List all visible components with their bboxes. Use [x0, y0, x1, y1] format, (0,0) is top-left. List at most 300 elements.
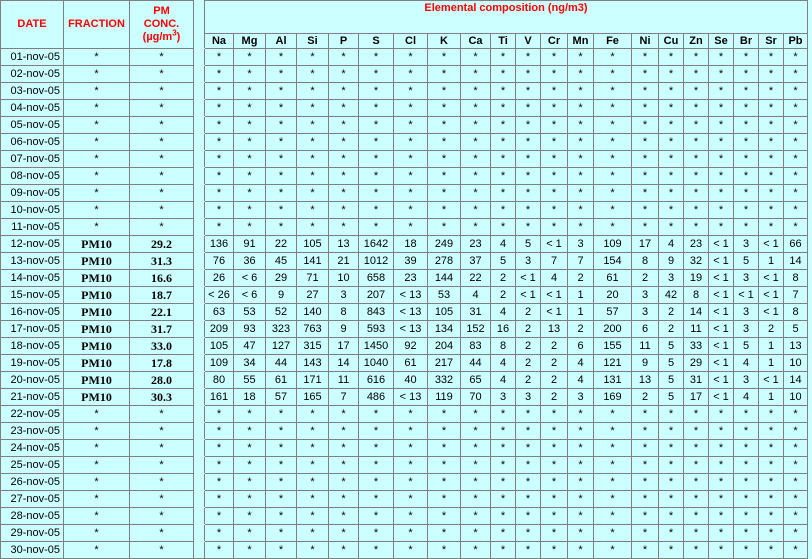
- element-value-cell[interactable]: < 1: [541, 304, 568, 321]
- element-value-cell[interactable]: *: [709, 457, 734, 474]
- pm-concentration-cell[interactable]: *: [130, 134, 194, 151]
- element-value-cell[interactable]: *: [734, 474, 759, 491]
- element-value-cell[interactable]: *: [359, 151, 394, 168]
- element-value-cell[interactable]: *: [329, 49, 359, 66]
- element-value-cell[interactable]: *: [759, 83, 784, 100]
- element-value-cell[interactable]: < 1: [516, 287, 541, 304]
- element-value-cell[interactable]: *: [784, 185, 808, 202]
- element-value-cell[interactable]: *: [266, 134, 297, 151]
- element-value-cell[interactable]: *: [394, 202, 428, 219]
- element-value-cell[interactable]: *: [266, 219, 297, 236]
- element-value-cell[interactable]: 66: [784, 236, 808, 253]
- element-value-cell[interactable]: *: [359, 219, 394, 236]
- element-value-cell[interactable]: 21: [329, 253, 359, 270]
- element-value-cell[interactable]: 13: [784, 338, 808, 355]
- element-value-cell[interactable]: *: [516, 185, 541, 202]
- element-value-cell[interactable]: *: [234, 219, 266, 236]
- element-value-cell[interactable]: *: [784, 491, 808, 508]
- element-value-cell[interactable]: *: [632, 83, 659, 100]
- element-value-cell[interactable]: *: [759, 525, 784, 542]
- element-value-cell[interactable]: *: [234, 508, 266, 525]
- element-value-cell[interactable]: *: [709, 219, 734, 236]
- element-value-cell[interactable]: *: [784, 66, 808, 83]
- pm-concentration-cell[interactable]: *: [130, 440, 194, 457]
- element-value-cell[interactable]: *: [734, 151, 759, 168]
- element-value-cell[interactable]: 2: [491, 270, 516, 287]
- element-value-cell[interactable]: *: [734, 491, 759, 508]
- element-value-cell[interactable]: *: [491, 542, 516, 559]
- element-value-cell[interactable]: *: [266, 185, 297, 202]
- element-value-cell[interactable]: *: [594, 185, 632, 202]
- element-value-cell[interactable]: < 1: [709, 270, 734, 287]
- element-value-cell[interactable]: 17: [632, 236, 659, 253]
- element-value-cell[interactable]: 136: [205, 236, 234, 253]
- element-value-cell[interactable]: *: [297, 202, 329, 219]
- fraction-cell[interactable]: *: [64, 134, 130, 151]
- element-value-cell[interactable]: 315: [297, 338, 329, 355]
- element-value-cell[interactable]: *: [659, 100, 684, 117]
- element-value-cell[interactable]: *: [568, 202, 594, 219]
- pm-concentration-cell[interactable]: *: [130, 474, 194, 491]
- element-value-cell[interactable]: *: [266, 117, 297, 134]
- element-value-cell[interactable]: *: [394, 508, 428, 525]
- fraction-cell[interactable]: *: [64, 100, 130, 117]
- element-value-cell[interactable]: *: [568, 66, 594, 83]
- element-value-cell[interactable]: *: [759, 440, 784, 457]
- element-value-cell[interactable]: *: [541, 508, 568, 525]
- element-value-cell[interactable]: *: [428, 491, 461, 508]
- element-value-cell[interactable]: *: [709, 168, 734, 185]
- element-value-cell[interactable]: *: [759, 474, 784, 491]
- element-value-cell[interactable]: *: [759, 185, 784, 202]
- element-value-cell[interactable]: 2: [516, 355, 541, 372]
- element-value-cell[interactable]: *: [359, 474, 394, 491]
- pm-concentration-cell[interactable]: *: [130, 202, 194, 219]
- element-value-cell[interactable]: *: [784, 134, 808, 151]
- element-value-cell[interactable]: *: [709, 134, 734, 151]
- fraction-cell[interactable]: *: [64, 406, 130, 423]
- element-value-cell[interactable]: *: [516, 49, 541, 66]
- element-value-cell[interactable]: *: [491, 117, 516, 134]
- element-value-cell[interactable]: *: [759, 134, 784, 151]
- element-value-cell[interactable]: *: [784, 100, 808, 117]
- fraction-cell[interactable]: PM10: [64, 253, 130, 270]
- element-value-cell[interactable]: *: [428, 168, 461, 185]
- element-value-cell[interactable]: *: [461, 440, 491, 457]
- element-value-cell[interactable]: *: [266, 151, 297, 168]
- element-value-cell[interactable]: 3: [734, 270, 759, 287]
- element-value-cell[interactable]: 10: [329, 270, 359, 287]
- element-value-cell[interactable]: 121: [594, 355, 632, 372]
- element-value-cell[interactable]: *: [516, 508, 541, 525]
- element-value-cell[interactable]: *: [684, 406, 709, 423]
- element-value-cell[interactable]: *: [684, 423, 709, 440]
- element-value-cell[interactable]: *: [632, 491, 659, 508]
- element-value-cell[interactable]: *: [734, 423, 759, 440]
- element-value-cell[interactable]: *: [759, 491, 784, 508]
- element-value-cell[interactable]: *: [491, 83, 516, 100]
- fraction-cell[interactable]: *: [64, 491, 130, 508]
- element-value-cell[interactable]: *: [297, 168, 329, 185]
- pm-concentration-cell[interactable]: 31.3: [130, 253, 194, 270]
- element-value-cell[interactable]: *: [491, 100, 516, 117]
- element-value-cell[interactable]: 17: [329, 338, 359, 355]
- element-value-cell[interactable]: *: [516, 100, 541, 117]
- element-value-cell[interactable]: 18: [234, 389, 266, 406]
- element-value-cell[interactable]: 2: [632, 389, 659, 406]
- element-value-cell[interactable]: *: [684, 219, 709, 236]
- element-value-cell[interactable]: *: [428, 423, 461, 440]
- element-value-cell[interactable]: 29: [266, 270, 297, 287]
- date-cell[interactable]: 30-nov-05: [1, 542, 64, 559]
- element-value-cell[interactable]: 4: [568, 372, 594, 389]
- element-value-cell[interactable]: < 13: [394, 321, 428, 338]
- element-value-cell[interactable]: *: [297, 474, 329, 491]
- fraction-cell[interactable]: PM10: [64, 338, 130, 355]
- element-value-cell[interactable]: *: [394, 491, 428, 508]
- element-value-cell[interactable]: 26: [205, 270, 234, 287]
- element-value-cell[interactable]: *: [428, 49, 461, 66]
- element-value-cell[interactable]: *: [541, 423, 568, 440]
- element-value-cell[interactable]: 11: [684, 321, 709, 338]
- element-value-cell[interactable]: *: [541, 83, 568, 100]
- date-cell[interactable]: 17-nov-05: [1, 321, 64, 338]
- pm-concentration-cell[interactable]: *: [130, 168, 194, 185]
- pm-concentration-cell[interactable]: 33.0: [130, 338, 194, 355]
- element-value-cell[interactable]: 209: [205, 321, 234, 338]
- element-value-cell[interactable]: *: [491, 66, 516, 83]
- element-value-cell[interactable]: *: [428, 185, 461, 202]
- element-value-cell[interactable]: *: [734, 168, 759, 185]
- element-value-cell[interactable]: *: [594, 66, 632, 83]
- element-value-cell[interactable]: *: [541, 134, 568, 151]
- element-value-cell[interactable]: *: [329, 457, 359, 474]
- element-value-cell[interactable]: *: [784, 219, 808, 236]
- element-value-cell[interactable]: *: [297, 508, 329, 525]
- element-value-cell[interactable]: 140: [297, 304, 329, 321]
- date-cell[interactable]: 18-nov-05: [1, 338, 64, 355]
- element-value-cell[interactable]: 2: [516, 321, 541, 338]
- element-value-cell[interactable]: *: [632, 100, 659, 117]
- element-value-cell[interactable]: 3: [568, 236, 594, 253]
- element-value-cell[interactable]: 1450: [359, 338, 394, 355]
- element-value-cell[interactable]: *: [734, 134, 759, 151]
- element-value-cell[interactable]: *: [205, 185, 234, 202]
- element-value-cell[interactable]: 61: [394, 355, 428, 372]
- element-value-cell[interactable]: 2: [632, 270, 659, 287]
- element-value-cell[interactable]: *: [568, 134, 594, 151]
- element-value-cell[interactable]: *: [568, 474, 594, 491]
- element-value-cell[interactable]: *: [266, 525, 297, 542]
- element-value-cell[interactable]: *: [461, 508, 491, 525]
- element-value-cell[interactable]: *: [632, 542, 659, 559]
- element-value-cell[interactable]: *: [205, 83, 234, 100]
- fraction-cell[interactable]: PM10: [64, 270, 130, 287]
- date-cell[interactable]: 05-nov-05: [1, 117, 64, 134]
- element-value-cell[interactable]: *: [428, 100, 461, 117]
- pm-concentration-cell[interactable]: *: [130, 542, 194, 559]
- date-cell[interactable]: 08-nov-05: [1, 168, 64, 185]
- element-value-cell[interactable]: *: [632, 219, 659, 236]
- element-value-cell[interactable]: 143: [297, 355, 329, 372]
- element-value-cell[interactable]: 91: [234, 236, 266, 253]
- element-value-cell[interactable]: 11: [632, 338, 659, 355]
- element-value-cell[interactable]: < 1: [759, 287, 784, 304]
- pm-concentration-cell[interactable]: 22.1: [130, 304, 194, 321]
- element-value-cell[interactable]: *: [491, 440, 516, 457]
- pm-concentration-cell[interactable]: 17.8: [130, 355, 194, 372]
- element-value-cell[interactable]: 31: [461, 304, 491, 321]
- element-value-cell[interactable]: *: [359, 491, 394, 508]
- element-value-cell[interactable]: 27: [297, 287, 329, 304]
- pm-concentration-cell[interactable]: *: [130, 49, 194, 66]
- element-value-cell[interactable]: 61: [594, 270, 632, 287]
- element-value-cell[interactable]: 7: [541, 253, 568, 270]
- element-value-cell[interactable]: 45: [266, 253, 297, 270]
- element-value-cell[interactable]: *: [541, 66, 568, 83]
- element-value-cell[interactable]: *: [734, 508, 759, 525]
- element-value-cell[interactable]: 204: [428, 338, 461, 355]
- element-value-cell[interactable]: *: [234, 457, 266, 474]
- element-value-cell[interactable]: *: [461, 491, 491, 508]
- element-value-cell[interactable]: 33: [684, 338, 709, 355]
- element-value-cell[interactable]: *: [632, 168, 659, 185]
- element-value-cell[interactable]: *: [684, 49, 709, 66]
- element-value-cell[interactable]: *: [734, 117, 759, 134]
- element-value-cell[interactable]: *: [659, 219, 684, 236]
- element-value-cell[interactable]: *: [759, 457, 784, 474]
- element-value-cell[interactable]: *: [734, 202, 759, 219]
- element-value-cell[interactable]: 42: [659, 287, 684, 304]
- pm-concentration-cell[interactable]: 16.6: [130, 270, 194, 287]
- element-value-cell[interactable]: *: [734, 49, 759, 66]
- element-value-cell[interactable]: 17: [684, 389, 709, 406]
- element-value-cell[interactable]: *: [659, 151, 684, 168]
- element-value-cell[interactable]: 4: [461, 287, 491, 304]
- element-value-cell[interactable]: *: [234, 406, 266, 423]
- element-value-cell[interactable]: *: [297, 117, 329, 134]
- element-value-cell[interactable]: 207: [359, 287, 394, 304]
- pm-concentration-cell[interactable]: *: [130, 83, 194, 100]
- element-value-cell[interactable]: *: [759, 542, 784, 559]
- element-value-cell[interactable]: < 1: [709, 321, 734, 338]
- element-value-cell[interactable]: 5: [734, 253, 759, 270]
- element-value-cell[interactable]: 4: [491, 236, 516, 253]
- element-value-cell[interactable]: *: [329, 151, 359, 168]
- element-value-cell[interactable]: *: [541, 168, 568, 185]
- element-value-cell[interactable]: *: [709, 406, 734, 423]
- element-value-cell[interactable]: *: [659, 202, 684, 219]
- date-cell[interactable]: 26-nov-05: [1, 474, 64, 491]
- element-value-cell[interactable]: 161: [205, 389, 234, 406]
- element-value-cell[interactable]: *: [359, 49, 394, 66]
- element-value-cell[interactable]: 1012: [359, 253, 394, 270]
- element-value-cell[interactable]: *: [659, 406, 684, 423]
- element-value-cell[interactable]: *: [266, 508, 297, 525]
- element-value-cell[interactable]: *: [516, 168, 541, 185]
- element-value-cell[interactable]: *: [394, 168, 428, 185]
- element-value-cell[interactable]: *: [461, 423, 491, 440]
- element-value-cell[interactable]: *: [394, 440, 428, 457]
- element-value-cell[interactable]: *: [734, 185, 759, 202]
- element-value-cell[interactable]: *: [594, 168, 632, 185]
- element-value-cell[interactable]: < 1: [709, 338, 734, 355]
- element-value-cell[interactable]: *: [516, 151, 541, 168]
- element-value-cell[interactable]: *: [205, 219, 234, 236]
- element-value-cell[interactable]: *: [234, 134, 266, 151]
- element-value-cell[interactable]: 486: [359, 389, 394, 406]
- element-value-cell[interactable]: 658: [359, 270, 394, 287]
- element-value-cell[interactable]: < 13: [394, 389, 428, 406]
- element-value-cell[interactable]: *: [594, 491, 632, 508]
- element-value-cell[interactable]: *: [428, 117, 461, 134]
- element-value-cell[interactable]: *: [594, 525, 632, 542]
- date-cell[interactable]: 27-nov-05: [1, 491, 64, 508]
- element-value-cell[interactable]: 9: [329, 321, 359, 338]
- element-value-cell[interactable]: *: [297, 406, 329, 423]
- element-value-cell[interactable]: *: [684, 100, 709, 117]
- element-value-cell[interactable]: *: [568, 185, 594, 202]
- element-value-cell[interactable]: *: [632, 49, 659, 66]
- element-value-cell[interactable]: *: [359, 542, 394, 559]
- element-value-cell[interactable]: *: [709, 474, 734, 491]
- element-value-cell[interactable]: *: [759, 66, 784, 83]
- element-value-cell[interactable]: *: [541, 151, 568, 168]
- element-value-cell[interactable]: < 1: [759, 270, 784, 287]
- element-value-cell[interactable]: *: [461, 525, 491, 542]
- fraction-cell[interactable]: *: [64, 185, 130, 202]
- date-cell[interactable]: 28-nov-05: [1, 508, 64, 525]
- element-value-cell[interactable]: *: [709, 83, 734, 100]
- element-value-cell[interactable]: *: [428, 219, 461, 236]
- element-value-cell[interactable]: 3: [632, 287, 659, 304]
- date-cell[interactable]: 24-nov-05: [1, 440, 64, 457]
- date-cell[interactable]: 03-nov-05: [1, 83, 64, 100]
- element-value-cell[interactable]: 1: [759, 389, 784, 406]
- element-value-cell[interactable]: *: [359, 525, 394, 542]
- element-value-cell[interactable]: *: [784, 542, 808, 559]
- element-value-cell[interactable]: *: [759, 100, 784, 117]
- element-value-cell[interactable]: 18: [394, 236, 428, 253]
- pm-concentration-cell[interactable]: *: [130, 491, 194, 508]
- element-value-cell[interactable]: *: [329, 508, 359, 525]
- element-value-cell[interactable]: 13: [329, 236, 359, 253]
- pm-concentration-cell[interactable]: *: [130, 185, 194, 202]
- element-value-cell[interactable]: *: [709, 491, 734, 508]
- element-value-cell[interactable]: 105: [428, 304, 461, 321]
- element-value-cell[interactable]: *: [394, 406, 428, 423]
- element-value-cell[interactable]: < 1: [709, 372, 734, 389]
- element-value-cell[interactable]: 171: [297, 372, 329, 389]
- element-value-cell[interactable]: 34: [234, 355, 266, 372]
- fraction-cell[interactable]: *: [64, 66, 130, 83]
- fraction-cell[interactable]: PM10: [64, 304, 130, 321]
- element-value-cell[interactable]: 7: [784, 287, 808, 304]
- element-value-cell[interactable]: 8: [491, 338, 516, 355]
- element-value-cell[interactable]: *: [709, 508, 734, 525]
- element-value-cell[interactable]: *: [394, 457, 428, 474]
- element-value-cell[interactable]: 23: [461, 236, 491, 253]
- element-value-cell[interactable]: 5: [659, 338, 684, 355]
- pm-concentration-cell[interactable]: 28.0: [130, 372, 194, 389]
- element-value-cell[interactable]: *: [516, 491, 541, 508]
- element-value-cell[interactable]: 3: [734, 372, 759, 389]
- element-value-cell[interactable]: *: [516, 134, 541, 151]
- element-value-cell[interactable]: *: [234, 151, 266, 168]
- element-value-cell[interactable]: 93: [234, 321, 266, 338]
- element-value-cell[interactable]: 53: [234, 304, 266, 321]
- element-value-cell[interactable]: *: [684, 491, 709, 508]
- element-value-cell[interactable]: *: [359, 185, 394, 202]
- element-value-cell[interactable]: 63: [205, 304, 234, 321]
- element-value-cell[interactable]: *: [297, 525, 329, 542]
- element-value-cell[interactable]: *: [461, 474, 491, 491]
- element-value-cell[interactable]: *: [359, 406, 394, 423]
- element-value-cell[interactable]: 61: [266, 372, 297, 389]
- element-value-cell[interactable]: *: [491, 423, 516, 440]
- element-value-cell[interactable]: 4: [734, 389, 759, 406]
- fraction-cell[interactable]: *: [64, 457, 130, 474]
- element-value-cell[interactable]: *: [684, 525, 709, 542]
- element-value-cell[interactable]: *: [784, 168, 808, 185]
- element-value-cell[interactable]: 9: [659, 253, 684, 270]
- fraction-cell[interactable]: *: [64, 202, 130, 219]
- element-value-cell[interactable]: 92: [394, 338, 428, 355]
- element-value-cell[interactable]: *: [234, 49, 266, 66]
- element-value-cell[interactable]: *: [329, 423, 359, 440]
- element-value-cell[interactable]: 6: [568, 338, 594, 355]
- element-value-cell[interactable]: 169: [594, 389, 632, 406]
- element-value-cell[interactable]: *: [541, 525, 568, 542]
- element-value-cell[interactable]: 8: [329, 304, 359, 321]
- element-value-cell[interactable]: *: [428, 151, 461, 168]
- element-value-cell[interactable]: *: [359, 508, 394, 525]
- element-value-cell[interactable]: *: [428, 134, 461, 151]
- element-value-cell[interactable]: *: [491, 134, 516, 151]
- element-value-cell[interactable]: *: [234, 525, 266, 542]
- element-value-cell[interactable]: *: [709, 100, 734, 117]
- element-value-cell[interactable]: *: [297, 219, 329, 236]
- date-cell[interactable]: 09-nov-05: [1, 185, 64, 202]
- element-value-cell[interactable]: *: [234, 117, 266, 134]
- element-value-cell[interactable]: *: [632, 202, 659, 219]
- element-value-cell[interactable]: 37: [461, 253, 491, 270]
- element-value-cell[interactable]: 22: [266, 236, 297, 253]
- element-value-cell[interactable]: *: [266, 406, 297, 423]
- element-value-cell[interactable]: 144: [428, 270, 461, 287]
- element-value-cell[interactable]: *: [205, 100, 234, 117]
- element-value-cell[interactable]: 843: [359, 304, 394, 321]
- element-value-cell[interactable]: 5: [491, 253, 516, 270]
- element-value-cell[interactable]: 47: [234, 338, 266, 355]
- pm-concentration-cell[interactable]: *: [130, 508, 194, 525]
- element-value-cell[interactable]: *: [491, 185, 516, 202]
- element-value-cell[interactable]: *: [784, 474, 808, 491]
- element-value-cell[interactable]: *: [659, 49, 684, 66]
- element-value-cell[interactable]: *: [205, 151, 234, 168]
- element-value-cell[interactable]: *: [784, 406, 808, 423]
- element-value-cell[interactable]: *: [461, 49, 491, 66]
- fraction-cell[interactable]: PM10: [64, 372, 130, 389]
- pm-concentration-cell[interactable]: *: [130, 525, 194, 542]
- element-value-cell[interactable]: *: [709, 66, 734, 83]
- element-value-cell[interactable]: *: [784, 49, 808, 66]
- element-value-cell[interactable]: 4: [734, 355, 759, 372]
- element-value-cell[interactable]: *: [632, 525, 659, 542]
- element-value-cell[interactable]: *: [541, 117, 568, 134]
- element-value-cell[interactable]: *: [428, 202, 461, 219]
- element-value-cell[interactable]: *: [266, 474, 297, 491]
